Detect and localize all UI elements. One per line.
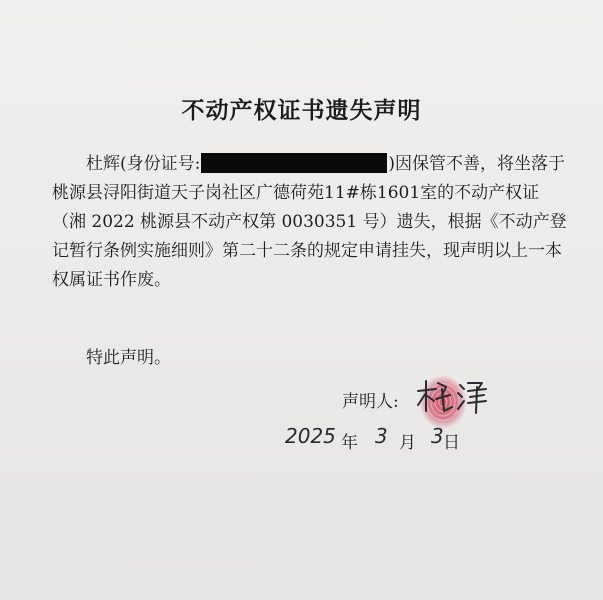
declarant-name: 杜辉 xyxy=(86,154,120,174)
date-day-unit: 日 xyxy=(443,433,460,453)
handwritten-signature xyxy=(412,377,492,417)
id-label: (身份证号: xyxy=(120,154,201,174)
declarant-label: 声明人: xyxy=(342,392,399,412)
declaration-date xyxy=(285,420,485,456)
date-month-unit: 月 xyxy=(399,433,416,453)
special-statement: 特此声明。 xyxy=(86,348,171,368)
declaration-content: )因保管不善，将坐落于桃源县浔阳街道天子岗社区广德荷苑11#栋1601室的不动产权证（湘 2022 桃源县不动产权第 0030351 号）遗失，根据《不动产登记暂行条例实施细则》第二十二条的规定申请挂失，现声明以上一本权属证书作废。 xyxy=(52,154,567,290)
declaration-body xyxy=(52,150,572,295)
redacted-id-number xyxy=(201,153,387,173)
date-month: 3 xyxy=(375,424,388,448)
date-year-unit: 年 xyxy=(341,433,358,453)
date-day: 3 xyxy=(431,424,444,448)
document-title: 不动产权证书遗失声明 xyxy=(181,97,422,124)
date-year: 2025 xyxy=(285,424,336,448)
